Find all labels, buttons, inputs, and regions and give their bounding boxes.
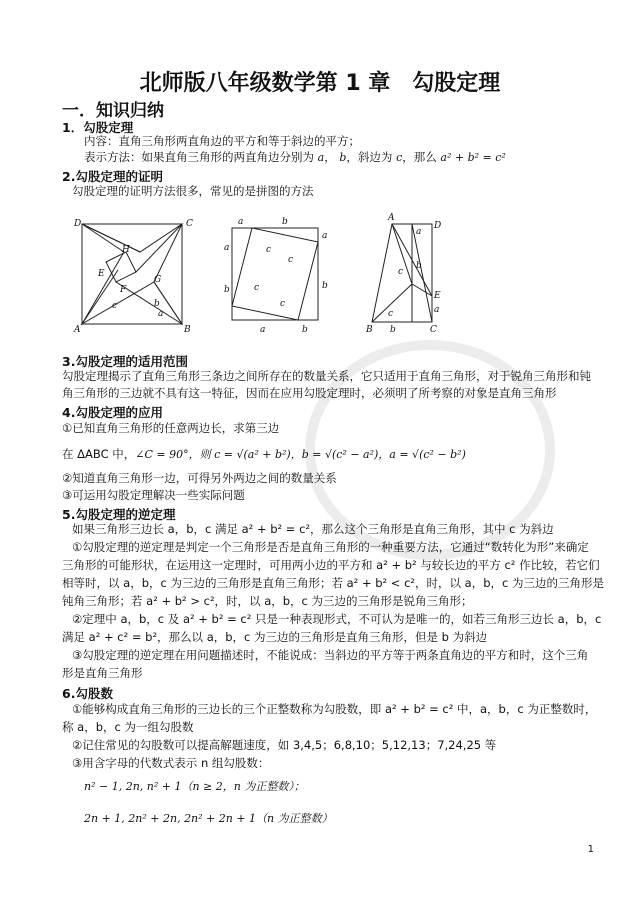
fig3-label-b1: b xyxy=(416,261,422,271)
converse-line-9: 形是直角三角形 xyxy=(62,666,143,680)
triples-line-2: 称 a，b，c 为一组勾股数 xyxy=(62,720,194,734)
theorem-content: 内容：直角三角形两直角边的平方和等于斜边的平方； xyxy=(84,134,360,148)
scope-line-2: 角三角形的三边就不具有这一特征，因而在应用勾股定理时，必须明了所考察的对象是直角三角形 xyxy=(62,386,557,400)
fig1-label-F: F xyxy=(120,285,127,295)
triples-formula-2: 2n + 1, 2n² + 2n, 2n² + 2n + 1（n 为正整数） xyxy=(84,812,333,825)
converse-line-1: 如果三角形三边长 a，b，c 满足 a² + b² = c²，那么这个三角形是直角三角形，其中 c 为斜边 xyxy=(72,522,554,536)
triples-line-4: ③用含字母的代数式表示 n 组勾股数： xyxy=(72,756,270,770)
fig3-label-A: A xyxy=(388,213,395,223)
fig3-label-D: D xyxy=(434,221,442,231)
converse-line-4: 相等时，以 a，b，c 为三边的三角形是直角三角形；若 a² + b² < c²，时，以 a，b，c 为三边的三角形是 xyxy=(62,576,605,590)
converse-line-2: ①勾股定理的逆定理是判定一个三角形是否是直角三角形的一种重要方法，它通过“数转化为形”来确定 xyxy=(72,540,589,554)
fig1-label-b: b xyxy=(154,299,160,309)
heading-proof: 2.勾股定理的证明 xyxy=(62,169,163,184)
fig1-label-H: H xyxy=(122,245,130,255)
fig2-label-a-right: a xyxy=(322,231,328,241)
fig3-label-c1: c xyxy=(398,267,404,277)
converse-line-7: 满足 a² + c² = b²，那么以 a，b，c 为三边的三角形是直角三角形，但是 b 为斜边 xyxy=(62,630,488,644)
fig2-label-b-top: b xyxy=(282,217,288,227)
fig1-triangle-bottom xyxy=(82,282,182,324)
heading-scope: 3.勾股定理的适用范围 xyxy=(62,354,188,369)
application-item-3: ③可运用勾股定理解决一些实际问题 xyxy=(62,488,245,502)
theorem-expression: 表示方法：如果直角三角形的两直角边分别为 a， b，斜边为 c，那么 a² + b² = c² xyxy=(84,150,506,164)
fig2-label-b-left: b xyxy=(224,285,230,295)
fig2-label-c1: c xyxy=(266,245,272,255)
page-number: 1 xyxy=(587,844,594,855)
scope-line-1: 勾股定理揭示了直角三角形三条边之间所存在的数量关系，它只适用于直角三角形，对于锐角三角形和钝 xyxy=(62,369,591,383)
fig3-label-C: C xyxy=(430,325,437,335)
triples-line-1: ①能够构成直角三角形的三边长的三个正整数称为勾股数，即 a² + b² = c² 中，a，b，c 为正整数时， xyxy=(72,702,597,716)
triples-line-3: ②记住常见的勾股数可以提高解题速度，如 3,4,5；6,8,10；5,12,13；7,24,25 等 xyxy=(72,738,497,752)
fig3-label-c2: c xyxy=(388,309,394,319)
heading-pythagorean-theorem: 1．勾股定理 xyxy=(62,120,134,135)
application-formula: 在 ΔABC 中，∠C = 90°，则 c = √(a² + b²)，b = √(c² − a²)，a = √(c² − b²) xyxy=(62,447,466,461)
fig1-label-C: C xyxy=(186,219,193,229)
fig2-outer-square xyxy=(232,228,318,320)
fig3-label-B: B xyxy=(366,325,373,335)
fig2-label-c3: c xyxy=(254,283,260,293)
fig2-inner-square xyxy=(232,228,318,320)
fig3-label-E: E xyxy=(434,291,441,301)
heading-converse: 5.勾股定理的逆定理 xyxy=(62,507,176,522)
proof-figures xyxy=(62,212,582,342)
heading-pythagorean-triples: 6.勾股数 xyxy=(62,686,113,701)
proof-text: 勾股定理的证明方法很多，常见的是拼图的方法 xyxy=(72,184,314,198)
fig2-label-c4: c xyxy=(280,299,286,309)
fig3-label-a1: a xyxy=(416,227,422,237)
fig1-label-B: B xyxy=(184,325,191,335)
fig2-label-a-bottom: a xyxy=(260,325,266,335)
fig1-label-E: E xyxy=(98,269,105,279)
fig1-label-a: a xyxy=(158,309,164,319)
application-item-1: ①已知直角三角形的任意两边长，求第三边 xyxy=(62,421,280,435)
converse-line-5: 钝角三角形；若 a² + b² > c²，时，以 a，b，c 为三边的三角形是锐角三角形； xyxy=(62,594,473,608)
converse-line-3: 三角形的可能形状，在运用这一定理时，可用两小边的平方和 a² + b² 与较长边的平方 c² 作比较，若它们 xyxy=(62,558,600,572)
application-item-2: ②知道直角三角形一边，可得另外两边之间的数量关系 xyxy=(62,471,337,485)
fig2-label-b-bottom: b xyxy=(302,325,308,335)
fig1-label-c: c xyxy=(112,301,118,311)
converse-line-6: ②定理中 a，b，c 及 a² + b² = c² 只是一种表现形式，不可认为是唯一的，如若三角形三边长 a，b，c xyxy=(72,612,602,626)
fig2-label-b-right: b xyxy=(322,281,328,291)
fig1-label-G: G xyxy=(154,275,162,285)
triples-formula-1: n² − 1, 2n, n² + 1（n ≥ 2，n 为正整数）； xyxy=(84,780,305,793)
fig3-label-a2: a xyxy=(434,305,440,315)
fig2-label-c2: c xyxy=(288,255,294,265)
fig3-label-b2: b xyxy=(390,325,396,335)
fig2-label-a-top: a xyxy=(238,217,244,227)
page-title: 北师版八年级数学第 1 章 勾股定理 xyxy=(139,71,501,96)
fig1-label-A: A xyxy=(74,325,81,335)
fig2-label-a-left: a xyxy=(224,243,230,253)
converse-line-8: ③勾股定理的逆定理在用问题描述时，不能说成：当斜边的平方等于两条直角边的平方和时，这个三角 xyxy=(72,648,589,662)
heading-application: 4.勾股定理的应用 xyxy=(62,405,163,420)
fig1-label-D: D xyxy=(74,219,82,229)
section-heading-knowledge: 一．知识归纳 xyxy=(62,101,164,121)
